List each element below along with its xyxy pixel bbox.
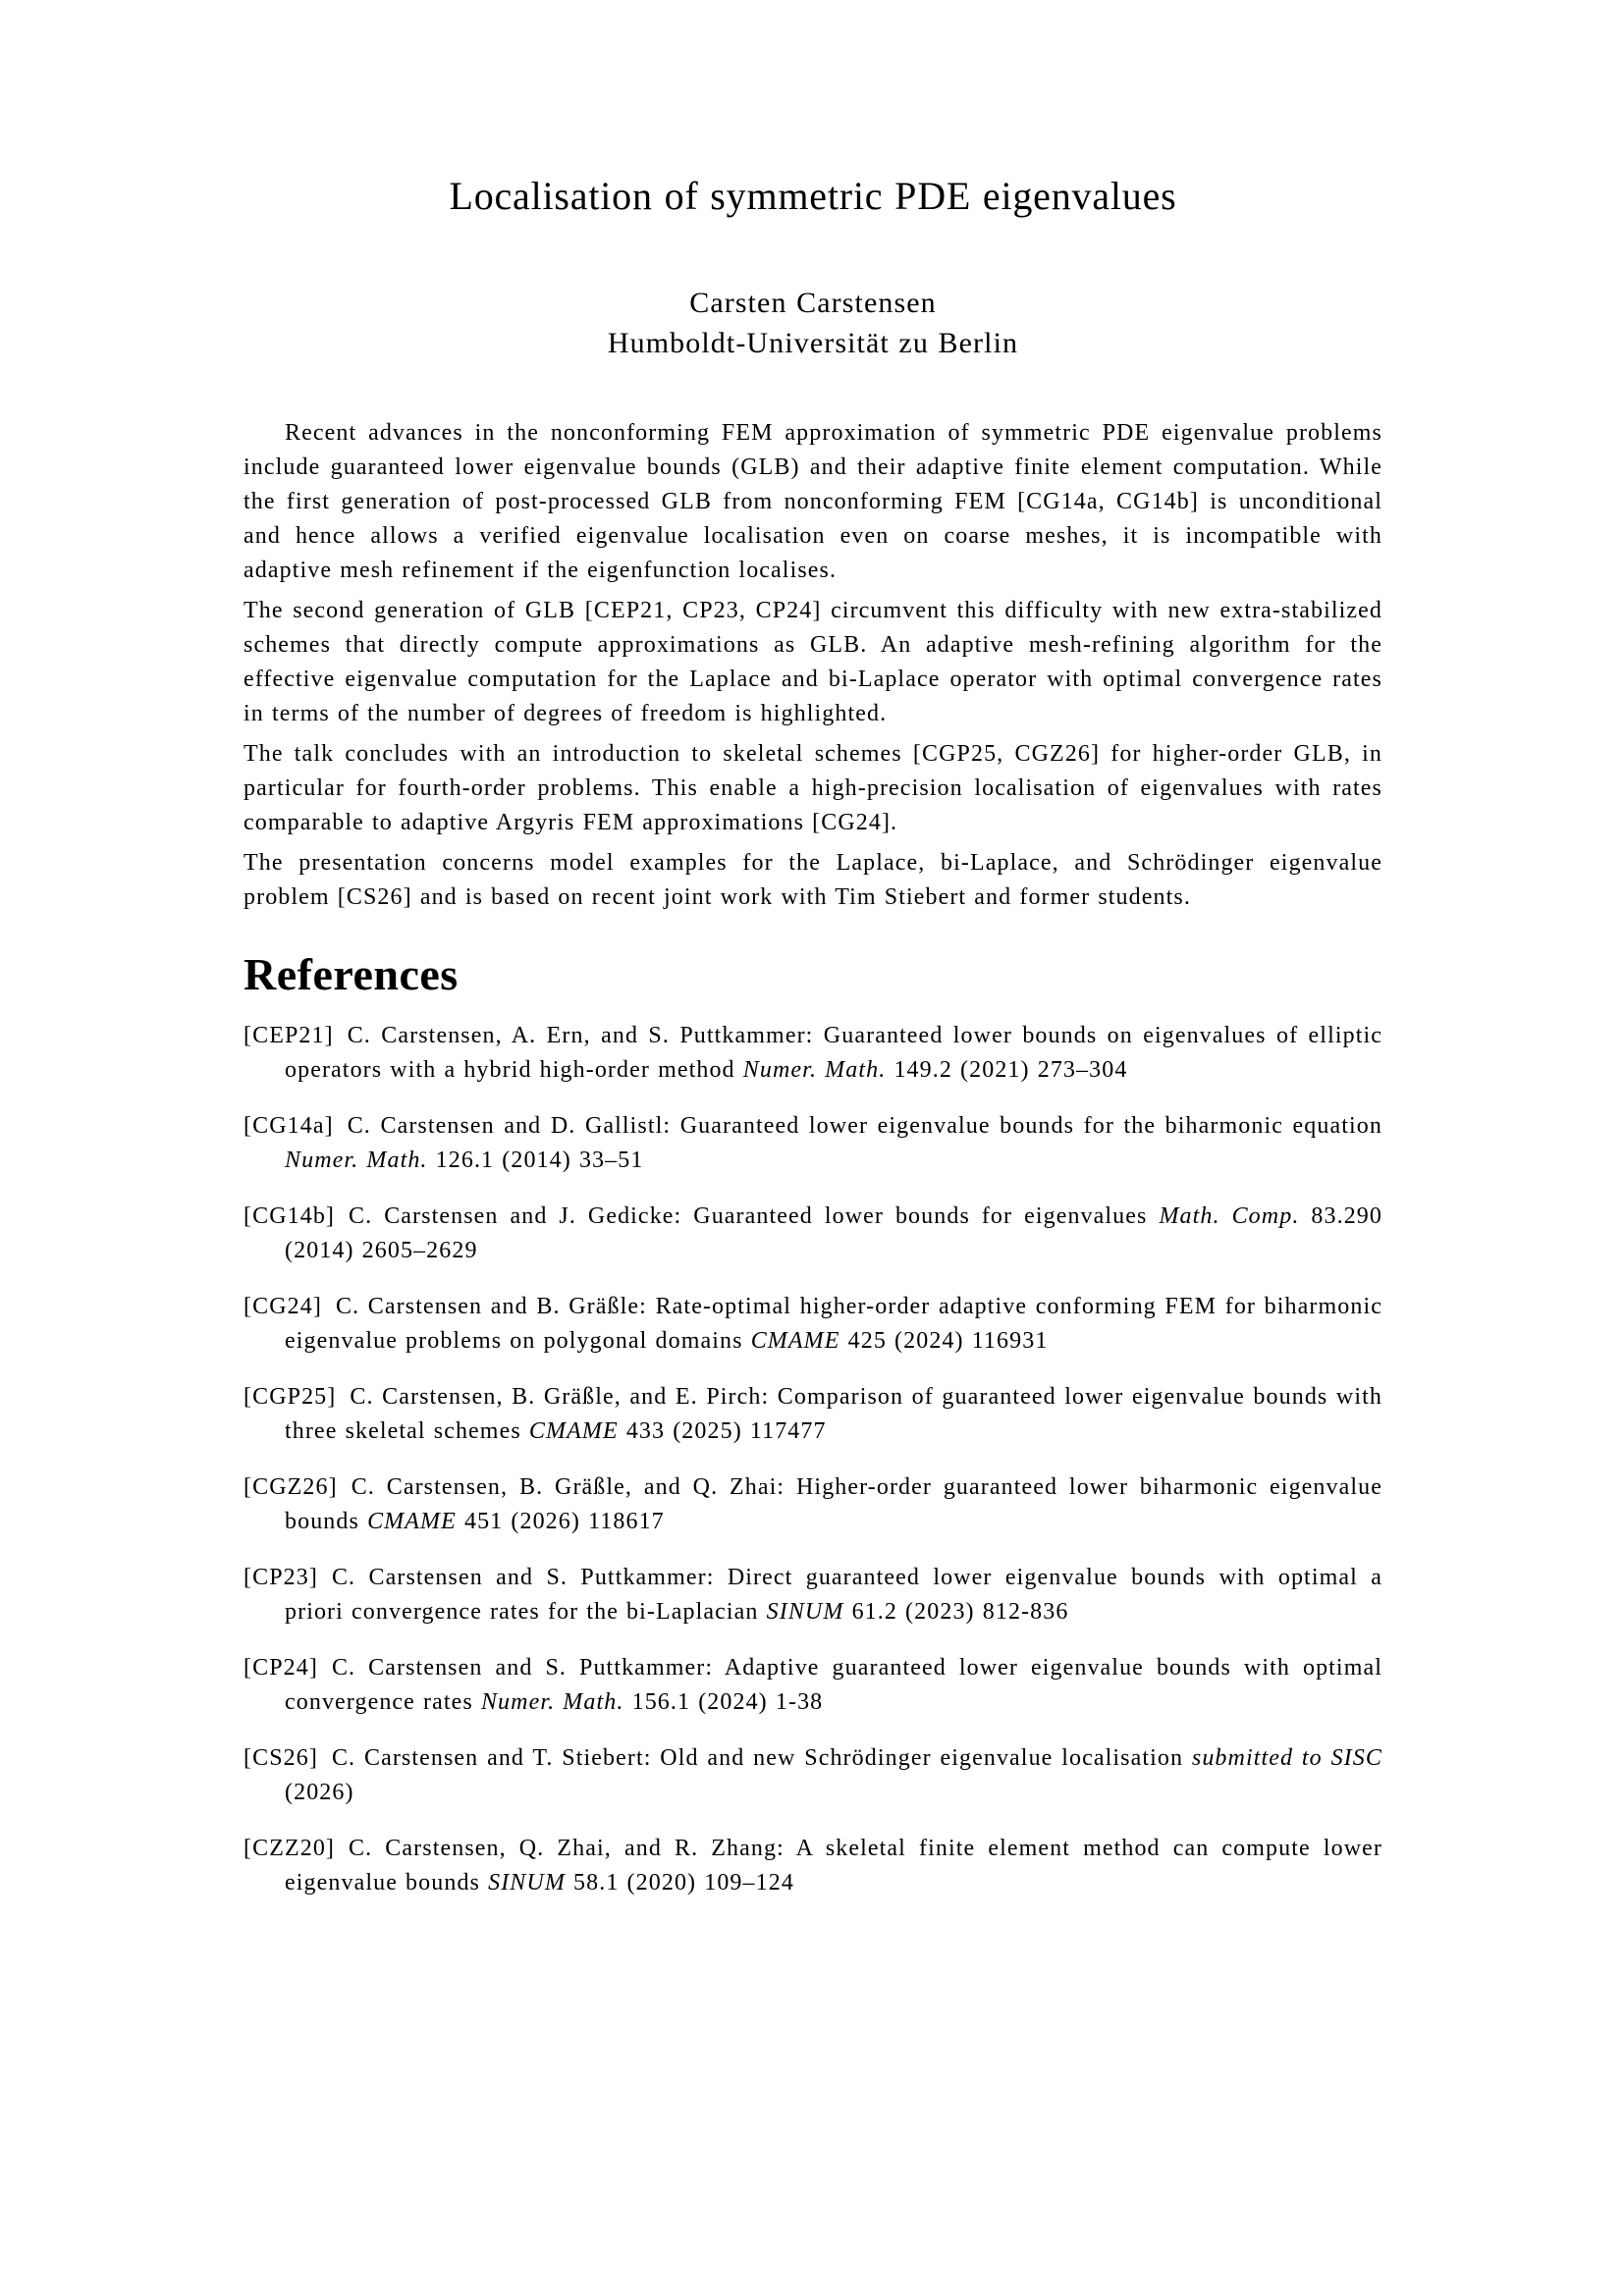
reference-label: [CG14b]: [244, 1203, 336, 1229]
abstract-paragraph: The presentation concerns model examples for the Laplace, bi-Laplace, and Schrödinger eigenvalue problem [CS26] and is based on recent joint work with Tim Stiebert and former students.: [244, 850, 1382, 910]
reference-label: [CGZ26]: [244, 1474, 338, 1500]
author-affiliation: Humboldt-Universität zu Berlin: [607, 327, 1019, 359]
abstract-paragraph: The second generation of GLB [CEP21, CP23, CP24] circumvent this difficulty with new extra-stabilized schemes that directly compute approximations as GLB. An adaptive mesh-refining algorithm for the effective eigenvalue computation for the Laplace and bi-Laplace operator with optimal convergence rates in terms of the number of degrees of freedom is highlighted.: [244, 598, 1382, 726]
reference-item: [244, 1380, 1382, 1449]
reference-label: [CP24]: [244, 1655, 318, 1681]
reference-item: [244, 1470, 1382, 1539]
abstract: [244, 416, 1382, 915]
reference-item: [244, 1019, 1382, 1088]
reference-label: [CGP25]: [244, 1384, 337, 1410]
reference-journal: Numer. Math.: [480, 1689, 624, 1715]
reference-detail: 126.1 (2014) 33–51: [435, 1148, 644, 1173]
reference-journal: CMAME: [528, 1418, 619, 1444]
reference-item: [244, 1832, 1382, 1900]
reference-text: C. Carstensen and B. Gräßle: Rate-optimal higher-order adaptive conforming FEM for biharmonic eigenvalue problems on polygonal domains: [285, 1294, 1382, 1354]
abstract-paragraph: The talk concludes with an introduction to skeletal schemes [CGP25, CGZ26] for higher-order GLB, in particular for fourth-order problems. This enable a high-precision localisation of eigenvalues with rates comparable to adaptive Argyris FEM approximations [CG24].: [244, 741, 1382, 835]
reference-item: [244, 1741, 1382, 1810]
reference-item: [244, 1651, 1382, 1720]
reference-text: C. Carstensen, B. Gräßle, and E. Pirch: Comparison of guaranteed lower eigenvalue bounds with three skeletal schemes: [285, 1384, 1382, 1444]
reference-text: C. Carstensen and T. Stiebert: Old and new Schrödinger eigenvalue localisation: [331, 1745, 1184, 1771]
reference-item: [244, 1290, 1382, 1359]
reference-text: C. Carstensen and D. Gallistl: Guaranteed lower eigenvalue bounds for the biharmonic equation: [347, 1113, 1382, 1139]
reference-label: [CP23]: [244, 1565, 318, 1590]
reference-label: [CZZ20]: [244, 1836, 336, 1861]
reference-detail: 425 (2024) 116931: [847, 1328, 1049, 1354]
reference-detail: 83.290 (2014) 2605–2629: [285, 1203, 1382, 1263]
reference-item: [244, 1109, 1382, 1178]
reference-detail: 156.1 (2024) 1-38: [631, 1689, 824, 1715]
reference-journal: CMAME: [750, 1328, 840, 1354]
reference-text: C. Carstensen and S. Puttkammer: Adaptive guaranteed lower eigenvalue bounds with optimal convergence rates: [285, 1655, 1382, 1715]
abstract-paragraph: Recent advances in the nonconforming FEM approximation of symmetric PDE eigenvalue problems include guaranteed lower eigenvalue bounds (GLB) and their adaptive finite element computation. While the first generation of post-processed GLB from nonconforming FEM [CG14a, CG14b] is unconditional and hence allows a verified eigenvalue localisation even on coarse meshes, it is incompatible with adaptive mesh refinement if the eigenfunction localises.: [244, 420, 1382, 583]
reference-journal: SINUM: [766, 1599, 844, 1625]
reference-journal: Numer. Math.: [285, 1148, 428, 1173]
reference-text: C. Carstensen and J. Gedicke: Guaranteed lower bounds for eigenvalues: [349, 1203, 1148, 1229]
reference-journal: Math. Comp.: [1159, 1203, 1300, 1229]
page-title: Localisation of symmetric PDE eigenvalues: [449, 174, 1177, 218]
reference-detail: 58.1 (2020) 109–124: [573, 1870, 794, 1896]
reference-text: C. Carstensen, A. Ern, and S. Puttkammer: Guaranteed lower bounds on eigenvalues of elliptic operators with a hybrid high-order method: [285, 1023, 1382, 1083]
reference-label: [CG14a]: [244, 1113, 334, 1139]
reference-text: C. Carstensen, Q. Zhai, and R. Zhang: A skeletal finite element method can compute lower eigenvalue bounds: [285, 1836, 1382, 1896]
reference-label: [CS26]: [244, 1745, 318, 1771]
reference-journal: SINUM: [488, 1870, 566, 1896]
reference-label: [CEP21]: [244, 1023, 334, 1048]
reference-item: [244, 1200, 1382, 1268]
reference-detail: 149.2 (2021) 273–304: [893, 1057, 1128, 1083]
references-list: [244, 1019, 1382, 1900]
byline: [244, 283, 1382, 363]
author-name: Carsten Carstensen: [689, 287, 937, 319]
reference-detail: 451 (2026) 118617: [463, 1509, 665, 1534]
reference-text: C. Carstensen and S. Puttkammer: Direct guaranteed lower eigenvalue bounds with optimal a priori convergence rates for the bi-Laplacian: [285, 1565, 1382, 1625]
reference-detail: (2026): [285, 1780, 354, 1805]
reference-detail: 433 (2025) 117477: [625, 1418, 827, 1444]
reference-item: [244, 1561, 1382, 1629]
references-heading: References: [244, 949, 459, 999]
reference-journal: submitted to SISC: [1191, 1745, 1382, 1771]
reference-journal: CMAME: [367, 1509, 457, 1534]
reference-label: [CG24]: [244, 1294, 322, 1319]
reference-journal: Numer. Math.: [742, 1057, 887, 1083]
reference-detail: 61.2 (2023) 812-836: [851, 1599, 1069, 1625]
reference-text: C. Carstensen, B. Gräßle, and Q. Zhai: Higher-order guaranteed lower biharmonic eigenvalue bounds: [285, 1474, 1382, 1534]
